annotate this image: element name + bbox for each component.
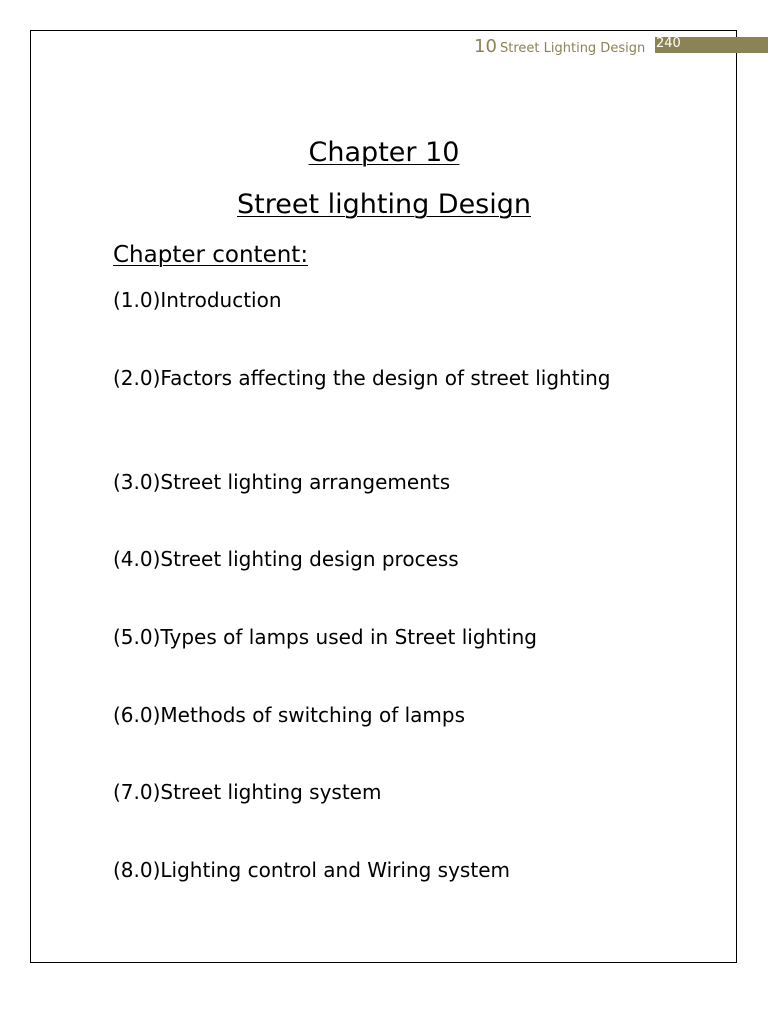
chapter-number-heading: Chapter 10	[308, 137, 460, 168]
chapter-title: Street lighting Design	[236, 189, 532, 220]
chapter-content-label: Chapter content:	[113, 242, 309, 268]
header-running-title: Street Lighting Design	[500, 41, 646, 56]
toc-item-control-wiring: (8.0)Lighting control and Wiring system	[113, 858, 510, 882]
header-chapter-number: 10	[474, 36, 497, 57]
header-page-number: 240	[656, 36, 681, 51]
toc-item-switching-methods: (6.0)Methods of switching of lamps	[113, 703, 466, 727]
toc-item-lighting-system: (7.0)Street lighting system	[113, 780, 382, 804]
toc-item-lamp-types: (5.0)Types of lamps used in Street lighting	[113, 625, 537, 649]
toc-item-introduction: (1.0)Introduction	[113, 288, 282, 312]
toc-item-arrangements: (3.0)Street lighting arrangements	[113, 470, 451, 494]
toc-item-factors: (2.0)Factors affecting the design of street lighting	[113, 366, 611, 390]
toc-item-design-process: (4.0)Street lighting design process	[113, 547, 459, 571]
